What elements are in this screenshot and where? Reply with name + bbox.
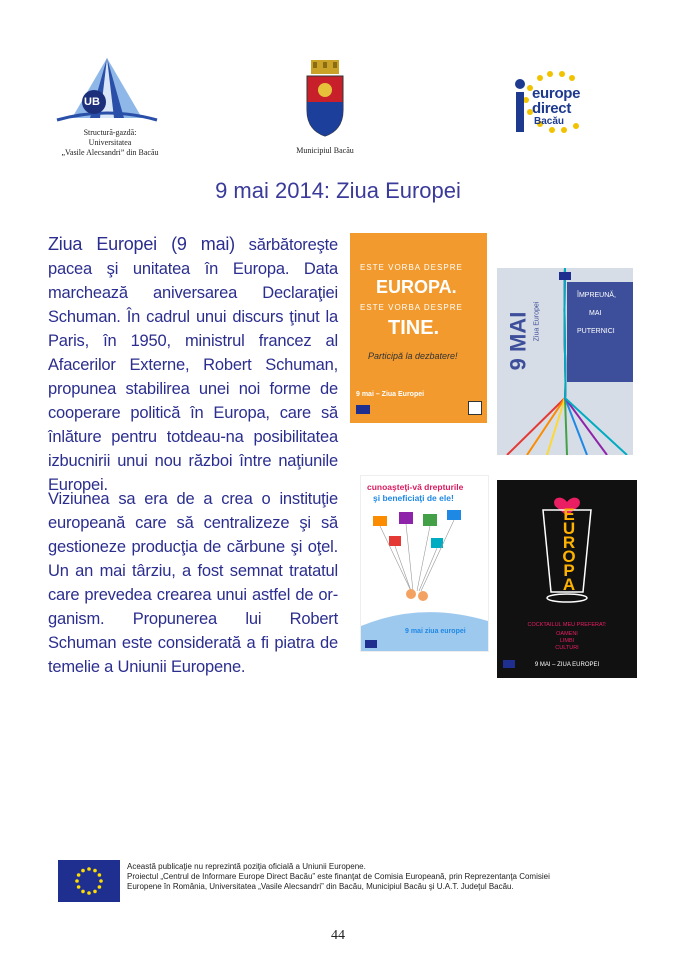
page-number: 44 bbox=[331, 928, 345, 943]
ub-caption-line2: Universitatea bbox=[88, 138, 132, 147]
eu-flag-icon bbox=[58, 860, 120, 902]
poster3-top2: şi beneficiaţi de ele! bbox=[373, 493, 454, 503]
poster3-top1: cunoaşteţi-vă drepturile bbox=[367, 482, 464, 492]
disclaimer-line1: Această publicaţie nu reprezintă poziţia oficială a Uniunii Europene. bbox=[127, 862, 366, 871]
ub-logo-text: UB bbox=[84, 96, 100, 108]
ub-caption-line3: „Vasile Alecsandri” din Bacău bbox=[61, 148, 159, 157]
europe-direct-logo bbox=[510, 68, 610, 140]
poster1-bottom: 9 mai – Ziua Europei bbox=[356, 391, 425, 398]
ub-logo bbox=[52, 56, 162, 126]
poster4-letters-text: EUROPA bbox=[562, 505, 576, 594]
poster1-qr-icon bbox=[468, 401, 482, 415]
poster4-line3: LIMBI bbox=[559, 638, 575, 644]
ed-line3: Bacău bbox=[534, 116, 565, 127]
poster4-letters bbox=[551, 505, 587, 594]
poster1-eu-flag-icon bbox=[356, 405, 370, 414]
ed-line2: direct bbox=[532, 100, 572, 117]
poster2-right1: ÎMPREUNĂ, bbox=[577, 292, 616, 299]
ub-caption-line1: Structură-gazdă: bbox=[83, 128, 137, 137]
poster-cunoasteti-drepturile bbox=[360, 475, 489, 652]
poster1-line3: ESTE VORBA DESPRE bbox=[360, 303, 463, 312]
disclaimer-line2: Proiectul „Centrul de Informare Europe Direct Bacău” este finanţat de Comisia Europeană, prin Reprezentanţa Comisiei bbox=[127, 872, 550, 881]
paragraph-1-lead: Ziua Europei (9 mai) bbox=[48, 234, 235, 254]
ed-line1: europe bbox=[532, 85, 581, 102]
disclaimer-line3: Europene în România, Universitatea „Vasile Alecsandri” din Bacău, Municipiul Bacău şi U.A.T. Judeţul Bacău. bbox=[127, 882, 514, 891]
paragraph-1-rest: sărbătoreşte pacea şi unitatea în Europa. Data marchează aniversarea Declaraţiei Schuman. În cadrul unui discurs ţinut la Paris, în 1950, ministrul francez al Afacerilor Externe, Robert Schuman, propunea stabilirea unei noi forme de cooperare politică în Europa, care să înlăture pentru totdeau-na posibilitatea izbucnirii unui nou război între naţiunile Europei. bbox=[48, 236, 338, 494]
poster1-line5: Participă la dezbatere! bbox=[368, 351, 458, 361]
municipiu-coat-of-arms bbox=[303, 60, 347, 138]
poster-europa-cocktail bbox=[497, 480, 637, 678]
poster4-bottom: 9 MAI – ZIUA EUROPEI bbox=[534, 662, 600, 668]
paragraph-2: Viziunea sa era de a crea o instituţie europeană care să centralizeze şi să gestioneze producţia de cărbune şi oţel. Un an mai târziu, a fost semnat tratatul care prevedea crearea unui astfel de or-ganism. Propunerea lui Robert Schuman este considerată a fi piatra de temelie a Uniunii Europene. bbox=[48, 490, 338, 676]
poster4-line1: COCKTAILUL MEU PREFERAT: bbox=[527, 622, 607, 628]
page-title: 9 mai 2014: Ziua Europei bbox=[215, 178, 461, 203]
poster4-line4: CULTURI bbox=[555, 645, 579, 651]
disclaimer bbox=[127, 862, 627, 892]
poster-europa-tine bbox=[350, 233, 487, 423]
paragraph-1 bbox=[48, 232, 338, 497]
poster2-right2: MAI bbox=[589, 310, 602, 317]
municipiu-caption: Municipiul Bacău bbox=[296, 146, 354, 155]
poster2-right3: PUTERNICI bbox=[577, 328, 615, 335]
poster-impreuna-mai-puternici bbox=[497, 268, 633, 455]
poster1-line4: TINE. bbox=[388, 317, 440, 339]
poster2-big: 9 MAI bbox=[505, 311, 531, 371]
poster3-bottom: 9 mai ziua europei bbox=[405, 628, 466, 635]
poster1-line2: EUROPA. bbox=[376, 277, 457, 297]
poster1-line1: ESTE VORBA DESPRE bbox=[360, 263, 463, 272]
poster2-sub: Ziua Europei bbox=[533, 301, 541, 342]
ub-caption bbox=[50, 128, 170, 158]
poster4-line2: OAMENI bbox=[556, 631, 578, 637]
